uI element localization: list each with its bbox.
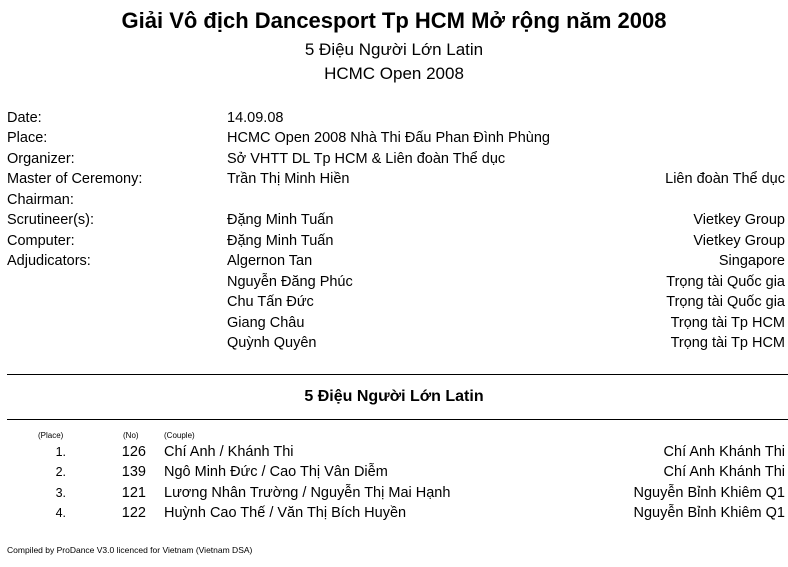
info-org: Trọng tài Quốc gia (666, 294, 785, 310)
info-row-chairman (0, 192, 788, 212)
column-header-couple: (Couple) (164, 431, 195, 440)
result-number: 122 (121, 505, 146, 521)
result-place: 3. (55, 486, 66, 500)
info-value: 14.09.08 (227, 110, 284, 126)
footer-note: Compiled by ProDance V3.0 licenced for Vietnam (Vietnam DSA) (7, 545, 253, 555)
info-value: Quỳnh Quyên (227, 335, 317, 351)
result-club: Chí Anh Khánh Thi (663, 444, 785, 460)
document-title: Giải Vô địch Dancesport Tp HCM Mở rộng năm 2008 (121, 8, 667, 33)
info-value: Đặng Minh Tuấn (227, 233, 334, 249)
event-subtitle: HCMC Open 2008 (324, 64, 464, 83)
info-row-adjudicator (0, 315, 788, 335)
result-place: 2. (55, 465, 66, 479)
result-place: 1. (55, 445, 66, 459)
info-label: Date: (7, 110, 42, 126)
info-value: Đặng Minh Tuấn (227, 212, 334, 228)
info-org: Singapore (718, 253, 785, 269)
info-label: Computer: (7, 233, 75, 249)
info-value: HCMC Open 2008 Nhà Thi Đấu Phan Đình Phùng (227, 130, 550, 146)
result-place: 4. (55, 506, 66, 520)
info-row-computer (0, 233, 788, 253)
info-label: Place: (7, 130, 48, 146)
info-value: Chu Tấn Đức (227, 294, 314, 310)
info-label: Adjudicators: (7, 253, 91, 269)
info-label: Scrutineer(s): (7, 212, 95, 228)
info-row-adjudicator (0, 274, 788, 294)
column-header-place: (Place) (38, 431, 64, 440)
column-header-no: (No) (123, 431, 139, 440)
info-org: Vietkey Group (693, 212, 785, 228)
info-row-adjudicator (0, 253, 788, 273)
results-section-title: 5 Điệu Người Lớn Latin (304, 388, 484, 405)
info-label: Master of Ceremony: (7, 171, 143, 187)
result-couple: Ngô Minh Đức / Cao Thị Vân Diễm (164, 464, 388, 480)
result-club: Chí Anh Khánh Thi (663, 464, 785, 480)
info-value: Sở VHTT DL Tp HCM & Liên đoàn Thể dục (227, 151, 506, 167)
info-row-master-of-ceremony (0, 171, 788, 191)
info-org: Trọng tài Tp HCM (670, 335, 785, 351)
result-club: Nguyễn Bỉnh Khiêm Q1 (633, 505, 785, 521)
result-couple: Chí Anh / Khánh Thi (164, 444, 294, 460)
divider-top (7, 374, 788, 375)
info-row-date (0, 110, 788, 130)
result-row (0, 485, 788, 505)
info-label: Organizer: (7, 151, 75, 167)
result-row (0, 464, 788, 484)
info-label: Chairman: (7, 192, 74, 208)
info-row-adjudicator (0, 294, 788, 314)
info-org: Liên đoàn Thể dục (665, 171, 785, 187)
result-number: 121 (121, 485, 146, 501)
result-number: 126 (121, 444, 146, 460)
info-org: Trọng tài Quốc gia (666, 274, 785, 290)
info-org: Trọng tài Tp HCM (670, 315, 785, 331)
info-row-scrutineer (0, 212, 788, 232)
result-couple: Huỳnh Cao Thế / Văn Thị Bích Huyền (164, 505, 407, 521)
info-org: Vietkey Group (693, 233, 785, 249)
info-value: Giang Châu (227, 315, 305, 331)
result-number: 139 (121, 464, 146, 480)
divider-bottom (7, 419, 788, 420)
info-value: Trần Thị Minh Hiền (227, 171, 350, 187)
result-couple: Lương Nhân Trường / Nguyễn Thị Mai Hạnh (164, 485, 451, 501)
competition-subtitle: 5 Điệu Người Lớn Latin (304, 40, 484, 59)
info-row-organizer (0, 151, 788, 171)
result-row (0, 505, 788, 525)
info-row-adjudicator (0, 335, 788, 355)
info-value: Nguyễn Đăng Phúc (227, 274, 353, 290)
result-club: Nguyễn Bỉnh Khiêm Q1 (633, 485, 785, 501)
info-row-place (0, 130, 788, 150)
result-row (0, 444, 788, 464)
info-value: Algernon Tan (227, 253, 313, 269)
